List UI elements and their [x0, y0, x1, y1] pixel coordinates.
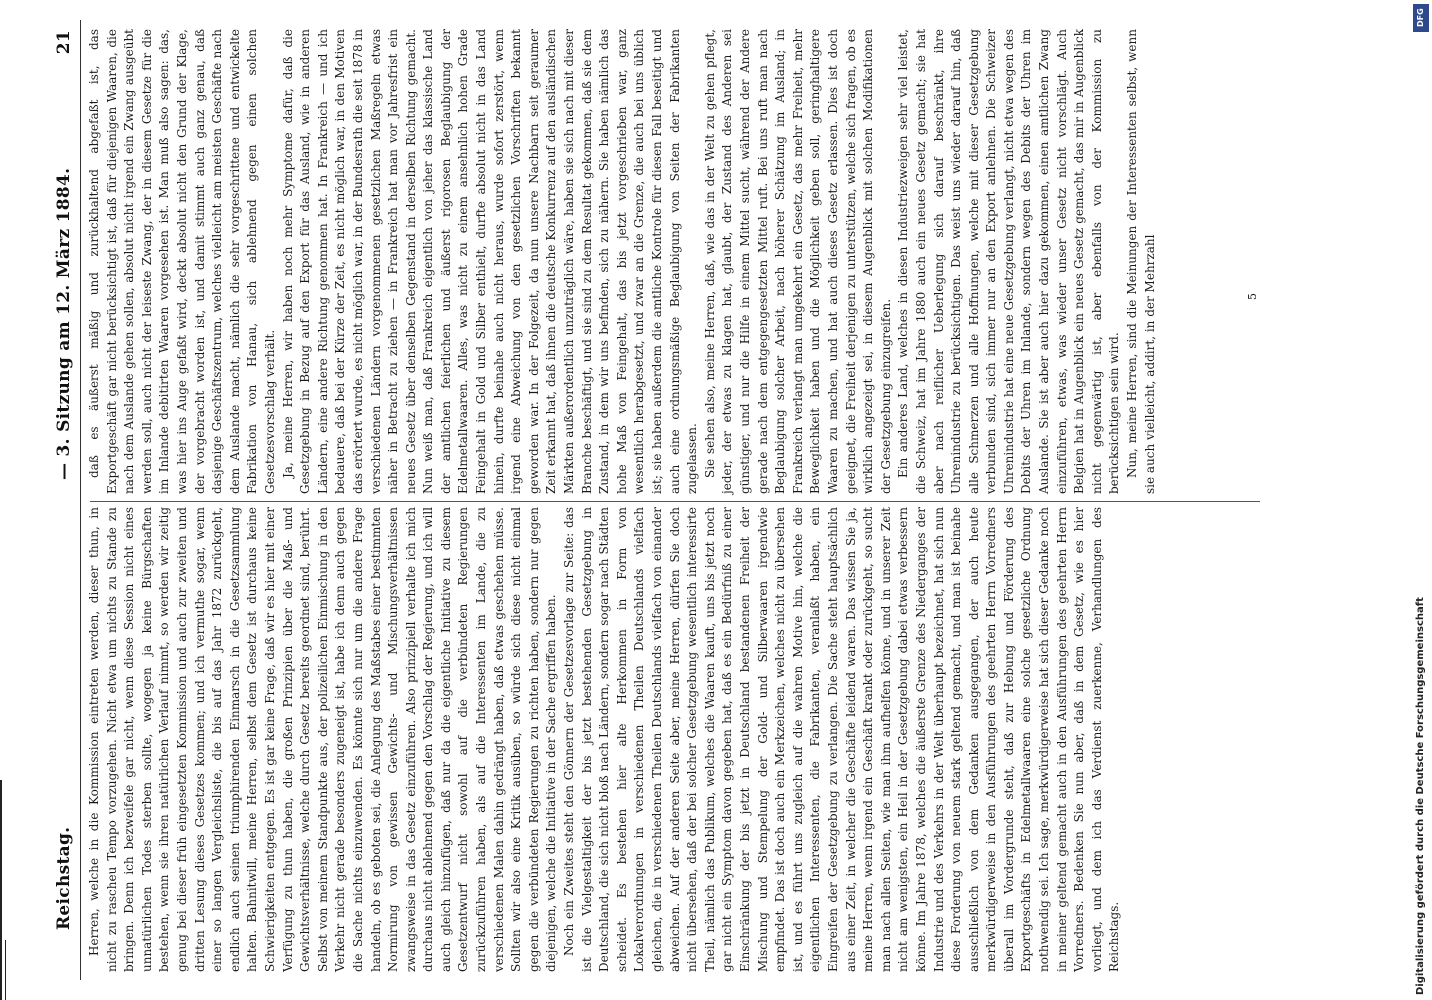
top-rule-short [5, 940, 6, 1000]
paragraph: Herren, welche in die Kommission eintreten werden, dieser thun, in nicht zu rascheu Tempo vorzugehen. Nicht etwa um nichts zu Stande zu bringen. Denn ich bezweifele gar nicht, wenn diese Session nicht eines unnatürlichen Todes sterben sollte, wogegen ja keine Bürgschaften bestehen, wenn sie ihren natürlichen Verlauf nimmt, so werden wir zeitig genug bei dieser früh eingesetzten Kommission und auch zur zweiten und dritten Lesung dieses Gesetzes kommen; und ich vermuthe sogar, wenn einer so langen Vergleichsliste, die bis auf das Jahr 1872 zurückgeht, endlich auch seinen triumphirenden Einmarsch in die Gesetzsammlung halten. Bahnitwill, meine Herren, selbst dem Gesetz ist durchaus keine Schwierigkeiten entgegen. Es ist gar keine Frage, daß wir es hier mit einer Verfügung zu thun haben, die großen Prinzipien über die Maß- und Gewichtsverhältnisse, welche durch Gesetz bereits geordnet sind, berührt. Selbst von meinem Standpunkte aus, der polizeilichen Einmischung in den Verkehr nicht gerade besonders zugeneigt ist, habe ich denn auch gegen die Sache nichts einzuwenden. Es könnte sich nur um die andere Frage handeln, ob es geboten sei, die Anlegung des Maßstabes einer bestimmten Normirung von gewissen Gewichts- und Mischungsverhältnissen zwangsweise in das Gesetz einzuführen. Also prinzipiell verhalte ich mich durchaus nicht ablehnend gegen den Vorschlag der Regierung, und ich will auch gleich hinzufügen, daß nur da die eigentliche Initiative zu diesem Gesetzentwurf nicht sowohl auf die verbündeten Regierungen zurückzuführen haben, als auf die Interessenten im Lande, die zu verschiedenen Malen dahin gedrängt haben, daß etwas geschehen müsse. Sollten wir also eine Kritik ausüben, so würde sich diese nicht einmal gegen die verbündeten Regierungen zu richten haben, sondern nur gegen diejenigen, welche die Initiative in der Sache ergriffen haben. [87, 507, 559, 972]
right-column [86, 29, 1159, 494]
paragraph: Nun, meine Herren, sind die Meinungen der Interessenten selbst, wenn sie auch vielleicht, addirt, in der Mehrzahl [1125, 29, 1157, 494]
header-rule [80, 20, 81, 980]
header-section-title: Reichstag. [54, 826, 74, 930]
paragraph: Noch ein Zweites steht den Gönnern der Gesetzesvorlage zur Seite: das ist die Vielgestaltigkeit der bis jetzt bestehenden Gesetzgebung in Deutschland, die sich nicht bloß nach Ländern, sondern sogar nach Städten scheidet. Es bestehen hier alte Herkommen in Form von Lokalverordnungen in verschiedenen Theilen Deutschlands vielfach gleichen, die in verschiedenen Theilen Deutschlands vielfach von einander abweichen. Auf der anderen Seite aber, meine Herren, dürfen Sie doch nicht übersehen, daß der bei solcher Gesetzgebung wesentlich interessirte Theil, nämlich das Publikum, welches die Waaren kauft, uns bis jetzt noch gar nicht ein Symptom davon gegeben hat, daß es ein Bedürfniß zu einer Einschränkung der bis jetzt in Deutschland bestandenen Freiheit der Mischung und Stempelung der Gold- und Silberwaaren irgendwie empfindet. Das ist doch auch ein Merkzeichen, welches nicht zu übersehen ist, und es führt uns zugleich auf die wahren Motive hin, welche die eigentlichen Interessenten, die Fabrikanten, veranlaßt haben, ein Eingreifen der Gesetzgebung zu verlangen. Die Sache steht hauptsächlich aus einer Zeit, in welcher die Geschäfte leidend waren. Das wissen Sie ja, meine Herren, wenn irgend ein Geschäft krankt oder zurückgeht, so sucht man nach allen Seiten, wie man ihm aufhelfen könne, und in unserer Zeit nicht am wenigsten, ein Heil in der Gesetzgebung dabei etwas verbessern könne. Im Jahre 1878, welches die äußerste Grenze des Niederganges der Industrie und des Verkehrs in der Welt überhaupt bezeichnet, hat sich nun diese Forderung von neuem stark geltend gemacht, und man ist beinahe ausschließlich von dem Gedanken ausgegangen, der auch heute merkwürdigerweise in den Ausführungen des geehrten Herrn Vorredners überall im Vordergrunde steht, daß zur Hebung und Förderung des Exportgeschäfts in Edelmetallwaaren eine solche gesetzliche Ordnung nothwendig sei. Ich sage, merkwürdigerweise hat sich dieser Gedanke noch in meiner geltend gemacht auch in den Ausführungen des geehrten Herrn Vorredners. Bedenken Sie nun aber, daß in dem Gesetz, wie es hier vorliegt, und dem ich das Verdienst zuerkenne, Verhandlungen des Reichstags. [562, 507, 1122, 972]
page-number: 21 [54, 30, 74, 55]
top-rule [0, 780, 2, 1000]
column-divider [90, 501, 1260, 502]
dfg-notice: Digitalisierung gefördert durch die Deutsche Forschungsgemeinschaft [1415, 597, 1426, 995]
header-session-date: — 3. Sitzung am 12. März 1884. [54, 167, 74, 480]
dfg-sidebar [1410, 0, 1432, 1000]
paragraph: Ja, meine Herren, wir haben noch mehr Symptome dafür, daß die Gesetzgebung in Bezug auf den Export für das Ausland, wie in anderen Ländern, eine andere Richtung genommen hat. In Frankreich — und ich bedauere, daß bei der Kürze der Zeit, es nicht möglich war, in den Motiven das erörtert wurde, es nicht möglich war, in der Bundesrath die seit 1878 in verschiedenen Ländern vorgenommenen gesetzlichen Maßregeln etwas näher in Betracht zu ziehen — in Frankreich hat man vor Jahresfrist ein neues Gesetz über denselben Gegenstand in derselben Richtung gemacht. Nun weiß man, daß Frankreich eigentlich von jeher das klassische Land der amtlichen feierlichen und äußerst rigorosen Beglaubigung der Edelmetallwaaren. Alles, was nicht zu einem ansehnlich hohen Grade Feingehalt in Gold und Silber enthielt, durfte absolut nicht in das Land hinein, durfte beinahe auch nicht heraus, wurde sofort zerstört, wenn irgend eine Abweichung von den gesetzlichen Vorschriften bekannt geworden war. In der Folgezeit, da nun unsere Nachbarn seit geraumer Zeit erkannt hat, daß ihnen die deutsche Konkurrenz auf den ausländischen Märkten außerordentlich unzuträglich wäre, haben sie sich nach mit dieser Branche beschäftigt, und sie sind zu dem Resultat gekommen, daß sie dem Zustand, in dem wir uns befinden, sich zu nähern. Sie haben nämlich das hohe Maß von Feingehalt, das bis jetzt vorgeschrieben war, ganz wesentlich herabgesetzt, und zwar an die Grenze, die auch bei uns üblich ist; sie haben außerdem die amtliche Kontrole für diesen Fall beseitigt und auch eine ordnungsmäßige Beglaubigung von Seiten der Fabrikanten zugelassen. [280, 29, 700, 494]
paragraph: Sie sehen also, meine Herren, daß, wie das in der Welt zu gehen pflegt, jeder, der etwas zu klagen hat, glaubt, der Zustand des Anderen sei günstiger, und nur die Hilfe in einem Mittel sucht, während der Andere gerade nach dem entgegengesetzten Mittel ruft. Bei uns ruft man nach Beglaubigung solcher Arbeit, nach höherer Schätzung im Ausland; in Frankreich verlangt man umgekehrt ein Gesetz, das mehr Freiheit, mehr Beweglichkeit haben und die Möglichkeit geben soll, geringhaltigere Waaren zu machen, und hat auch dieses Gesetz erlassen. Dies ist doch geeignet, die Freiheit derjenigen zu unterstützen, welche sich fragen, ob es wirklich angezeigt sei, in diesem Augenblick mit solchen Modifikationen der Gesetzgebung einzugreifen. [702, 29, 893, 494]
page-header [54, 20, 80, 980]
left-column [86, 507, 1124, 972]
paragraph: daß es äußerst mäßig und zurückhaltend abgefaßt ist, das Exportgeschäft gar nicht berücksichtigt ist, daß für diejenigen Waaren, die nach dem Auslande gehen sollen, absolut nicht irgend ein Zwang ausgeübt werden soll, auch nicht der leiseste Zwang, der in diesem Gesetze für die im Inlande debitirten Waaren vorgesehen ist. Man muß also sagen: das, was hier ins Auge gefaßt wird, deckt absolut nicht den Grund der Klage, der vorgebracht worden ist, und damit stimmt auch ganz genau, daß dasjenige Geschäftszentrum, welches vielleicht am meisten Geschäfte nach dem Auslande macht, nämlich die sehr vorgeschrittene und entwickelte Fabrikation von Hanau, sich ablehnend gegen einen solchen Gesetzesvorschlag verhält. [87, 29, 277, 494]
signature-mark: 5 [1246, 293, 1259, 300]
paragraph: Ein anderes Land, welches in diesen Industriezweigen sehr viel leistet, die Schweiz, hat im Jahre 1880 auch ein neues Gesetz gemacht; sie hat aber nach reiflicher Ueberlegung sich darauf beschränkt, ihre Uhrenindustrie zu berücksichtigen. Das weist uns wieder darauf hin, daß alle Schmerzen und alle Hoffnungen, welche mit dieser Gesetzgebung verbunden sind, sich immer nur an den Export anlehnen. Die Schweizer Uhrenindustrie hat eine neue Gesetzgebung verlangt, nicht etwa wegen des Debits der Uhren im Inlande, sondern wegen des Debits der Uhren im Auslande. Sie ist aber auch hier dazu gekommen, einen amtlichen Zwang einzuführen, etwas, was wieder unser Gesetz nicht vorschlägt. Auch Belgien hat in Augenblick ein neues Gesetz gemacht, das mir in Augenblick nicht gegenwärtig ist, aber ebenfalls von der Kommission zu berücksichtigen sein wird. [896, 29, 1122, 494]
dfg-logo: DFG [1413, 4, 1429, 32]
